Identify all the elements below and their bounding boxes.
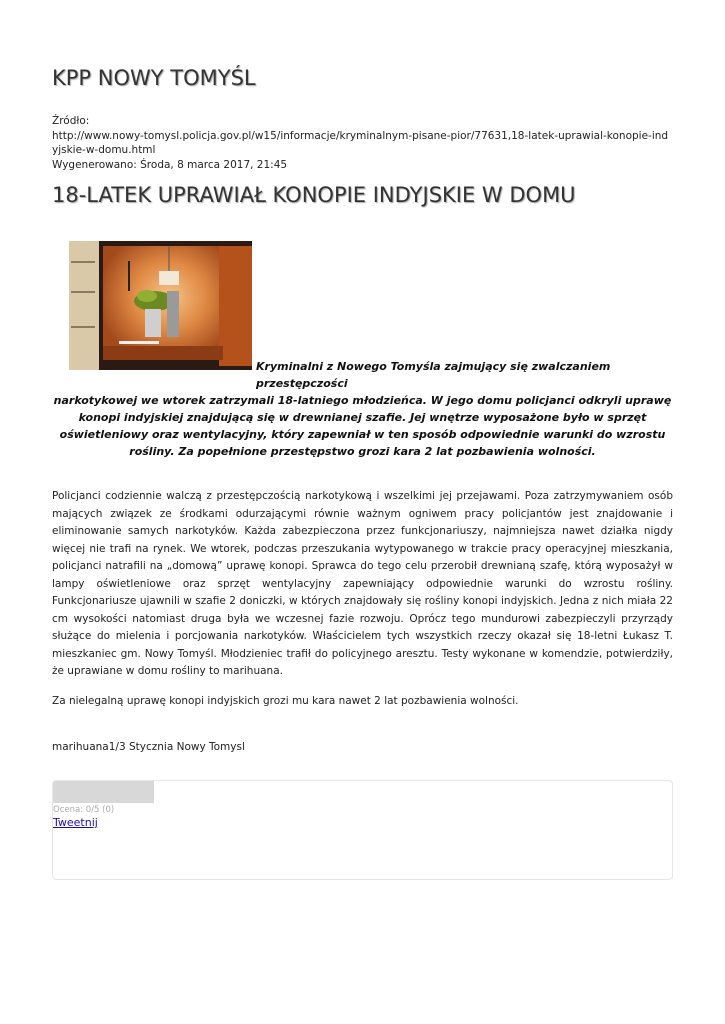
rating-panel	[52, 780, 673, 880]
lead-first-line: Kryminalni z Nowego Tomyśla zajmujący się zwalczaniem przestępczości	[256, 360, 611, 390]
photo-caption: marihuana1/3 Stycznia Nowy Tomysl	[52, 741, 245, 753]
cabinet-photo-image	[69, 241, 252, 370]
source-meta	[52, 114, 673, 172]
lead-remaining: narkotykowej we wtorek zatrzymali 18-latniego młodzieńca. W jego domu policjanci odkryli uprawę konopi indyjskiej znajdującą się w drewnianej szafie. Jej wnętrze wyposażone było w sprzęt oświetleniowy oraz wentylacyjny, który zapewniał w ten sposób odpowiednie warunki do wzrostu rośliny. Za popełnione przestępstwo grozi kara 2 lat pozbawienia wolności.	[53, 394, 672, 458]
article-title: 18-LATEK UPRAWIAŁ KONOPIE INDYJSKIE W DOMU	[52, 183, 576, 207]
article-paragraph: Policjanci codziennie walczą z przestępczością narkotykową i wszelkimi jej przejawami. Poza zatrzymywaniem osób mających związek ze środkami odurzającymi równie ważnym ogniwem pracy policjantów jest znajdowanie i eliminowanie samych narkotyków. Każda zabezpieczona przez funkcjonariuszy, najmniejsza nawet działka nigdy więcej nie trafi na rynek. We wtorek, podczas przeszukania wytypowanego w trakcie pracy operacyjnej mieszkania, policjanci natrafili na „domową” uprawę konopi. Sprawca do tego celu przerobił drewnianą szafę, którą wyposażył w lampy oświetleniowe oraz sprzęt wentylacyjny zapewniający odpowiednie warunki do wzrostu rośliny. Funkcjonariusze ujawnili w szafie 2 doniczki, w których znajdowały się rośliny konopi indyjskich. Jedna z nich miała 22 cm wysokości natomiast druga była we wczesnej fazie rozwoju. Oprócz tego mundurowi zabezpieczyli przyrządy służące do mielenia i porcjowania narkotyków. Właścicielem tych wszystkich rzeczy okazał się 18-letni Łukasz T. mieszkaniec gm. Nowy Tomyśl. Młodzieniec trafił do policyjnego aresztu. Testy wykonane w komendzie, potwierdziły, że uprawiane w domu rośliny to marihuana.	[52, 490, 673, 677]
article-paragraph: Za nielegalną uprawę konopi indyjskich grozi mu kara nawet 2 lat pozbawienia wolności.	[52, 694, 519, 707]
article-body	[52, 488, 673, 722]
site-title: KPP NOWY TOMYŚL	[52, 66, 256, 90]
rating-stars-bar[interactable]	[53, 781, 154, 803]
source-label: Źródło:	[52, 115, 90, 127]
generated-date: Wygenerowano: Środa, 8 marca 2017, 21:45	[52, 158, 288, 171]
article-lead-text	[52, 358, 673, 460]
tweet-link[interactable]: Tweetnij	[53, 816, 98, 829]
article-photo	[69, 241, 252, 370]
source-url: http://www.nowy-tomysl.policja.gov.pl/w15/informacje/kryminalnym-pisane-pior/77631,18-latek-uprawial-konopie-indyjskie-w-domu.html	[52, 129, 669, 156]
rating-text: Ocena: 0/5 (0)	[53, 805, 115, 815]
article-lead	[52, 241, 673, 460]
